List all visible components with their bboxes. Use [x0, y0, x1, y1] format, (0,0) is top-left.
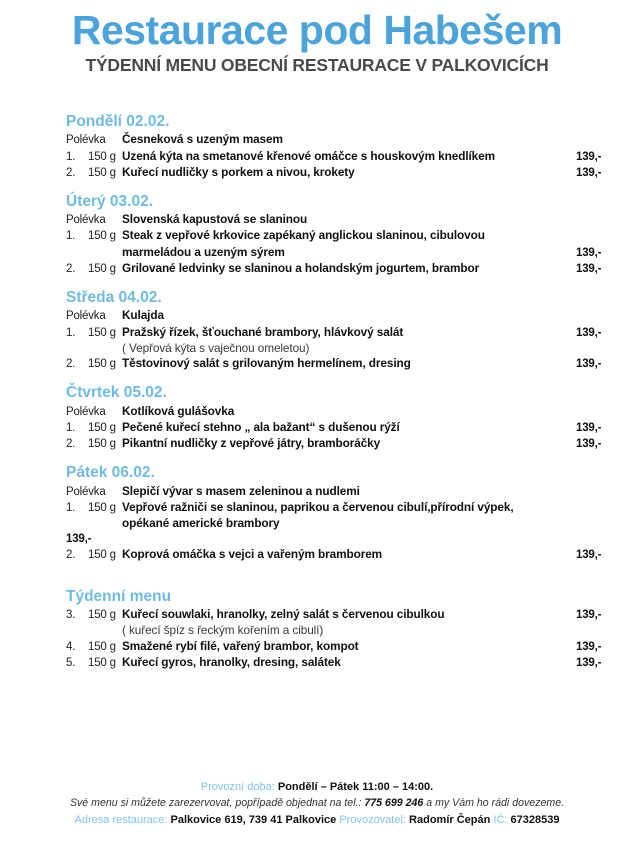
- day-rows: [0, 404, 634, 453]
- item-description: Vepřové ražniči se slaninou, paprikou a červenou cibulí,přírodní výpek,: [122, 499, 514, 514]
- item-index: 1.: [66, 326, 76, 339]
- item-weight: 150 g: [88, 641, 116, 654]
- item-price: 139,-: [576, 150, 602, 163]
- menu-item-row-continuation: [0, 516, 634, 532]
- menu-item-row: [0, 500, 634, 516]
- menu-item-row: [0, 356, 634, 372]
- menu-content: [0, 112, 634, 682]
- item-index: 1.: [66, 501, 76, 514]
- restaurant-title: Restaurace pod Habešem: [71, 7, 563, 53]
- item-weight: 150 g: [88, 501, 116, 514]
- address-value: Palkovice 619, 739 41 Palkovice: [170, 813, 337, 826]
- item-price: 139,-: [576, 326, 602, 339]
- footer-address-line: [0, 812, 634, 829]
- item-weight: 150 g: [88, 326, 116, 339]
- soup-row: [0, 484, 634, 500]
- address-label: Adresa restaurace:: [74, 813, 168, 826]
- item-note: ( Vepřová kýta s vaječnou omeletou): [122, 340, 310, 355]
- item-price: 139,-: [576, 421, 602, 434]
- item-description: Těstovinový salát s grilovaným hermelínem, dresing: [122, 356, 411, 371]
- reservation-phone[interactable]: 775 699 246: [364, 797, 424, 810]
- day-section: [0, 192, 634, 277]
- soup-label: Polévka: [66, 310, 106, 323]
- hours-label: Provozní doba:: [200, 780, 275, 793]
- menu-item-row: [0, 228, 634, 244]
- page-footer: [0, 779, 634, 828]
- item-description: Kuřecí nudličky s porkem a nivou, krokety: [122, 164, 355, 179]
- menu-item-row: [0, 149, 634, 165]
- ic-label: IČ:: [493, 813, 508, 826]
- item-description: Steak z vepřové krkovice zapékaný anglickou slaninou, cibulovou: [122, 228, 485, 243]
- item-description: Kuřecí souwlaki, hranolky, zelný salát s červenou cibulkou: [122, 607, 445, 622]
- item-weight: 150 g: [88, 262, 116, 275]
- item-description: Uzená kýta na smetanové křenové omáčce s houskovým knedlíkem: [122, 148, 495, 163]
- page-header: [0, 0, 634, 76]
- day-sections: [0, 112, 634, 563]
- weekly-menu-section: [0, 587, 634, 671]
- page-subtitle: TÝDENNÍ MENU OBECNÍ RESTAURACE V PALKOVICÍCH: [85, 55, 549, 76]
- item-price: 139,-: [576, 657, 602, 670]
- item-price: 139,-: [576, 438, 602, 451]
- day-title: Středa 04.02.: [66, 288, 162, 306]
- item-note: ( kuřecí špíz s řeckým kořením a cibulí): [122, 623, 324, 638]
- item-weight: 150 g: [88, 150, 116, 163]
- item-index: 1.: [66, 421, 76, 434]
- item-description: Pikantní nudličky z vepřové játry, bramboráčky: [122, 436, 381, 451]
- menu-item-row: [0, 261, 634, 277]
- day-title: Čtvrtek 05.02.: [66, 384, 167, 402]
- soup-description: Slepičí vývar s masem zeleninou a nudlemi: [122, 483, 360, 498]
- footer-reservation-line: [0, 795, 634, 811]
- menu-item-note-row: [0, 623, 634, 639]
- item-description: Pečené kuřecí stehno „ ala bažant“ s dušenou rýží: [122, 419, 400, 434]
- item-weight: 150 g: [88, 230, 116, 243]
- item-weight: 150 g: [88, 657, 116, 670]
- ic-value: 67328539: [510, 813, 560, 826]
- day-section: [0, 463, 634, 563]
- item-index: 1.: [66, 230, 76, 243]
- soup-description: Česneková s uzeným masem: [122, 132, 283, 147]
- footer-hours-line: [0, 779, 634, 796]
- item-weight: 150 g: [88, 421, 116, 434]
- item-description: Grilované ledvinky se slaninou a holandským jogurtem, brambor: [122, 260, 480, 275]
- hours-value: Pondělí – Pátek 11:00 – 14:00: [277, 780, 431, 793]
- item-description: Kuřecí gyros, hranolky, dresing, salátek: [122, 655, 341, 670]
- operator-label: Provozovatel:: [339, 813, 406, 826]
- day-section: [0, 383, 634, 452]
- operator-value: Radomír Čepán: [409, 813, 491, 826]
- soup-label: Polévka: [66, 485, 106, 498]
- item-index: 3.: [66, 609, 76, 622]
- day-title: Úterý 03.02.: [66, 192, 154, 210]
- item-weight: 150 g: [88, 548, 116, 561]
- weekly-menu-rows: [0, 607, 634, 671]
- item-index: 5.: [66, 657, 76, 670]
- item-weight: 150 g: [88, 438, 116, 451]
- soup-label: Polévka: [66, 134, 106, 147]
- item-price: 139,-: [576, 246, 602, 259]
- day-rows: [0, 212, 634, 277]
- soup-row: [0, 404, 634, 420]
- menu-item-row: [0, 436, 634, 452]
- item-index: 4.: [66, 641, 76, 654]
- menu-item-row: [0, 165, 634, 181]
- day-section: [0, 112, 634, 181]
- item-weight: 150 g: [88, 358, 116, 371]
- menu-item-row: [0, 420, 634, 436]
- day-rows: [0, 484, 634, 563]
- item-price: 139,-: [576, 641, 602, 654]
- item-index: 2.: [66, 166, 76, 179]
- reservation-text-pre: Své menu si můžete zarezervovat, popřípadě objednat na tel.:: [69, 797, 362, 810]
- item-price: 139,-: [576, 262, 602, 275]
- soup-description: Slovenská kapustová se slaninou: [122, 212, 308, 227]
- soup-row: [0, 212, 634, 228]
- reservation-text-post: a my Vám ho rádi dovezeme.: [426, 797, 565, 810]
- soup-label: Polévka: [66, 214, 106, 227]
- weekly-menu-title: Týdenní menu: [66, 587, 172, 605]
- item-description-continued: opékané americké brambory: [122, 516, 280, 531]
- menu-item-row-continuation: [0, 245, 634, 261]
- item-description: Pražský řízek, šťouchané brambory, hlávkový salát: [122, 324, 404, 339]
- day-title: Pátek 06.02.: [66, 464, 155, 482]
- item-price: 139,-: [576, 548, 602, 561]
- soup-description: Kulajda: [122, 308, 164, 323]
- hours-suffix: .: [430, 780, 434, 793]
- item-price: 139,-: [576, 166, 602, 179]
- day-title: Pondělí 02.02.: [66, 113, 170, 130]
- menu-item-row: [0, 639, 634, 655]
- soup-row: [0, 308, 634, 324]
- day-section: [0, 288, 634, 372]
- day-rows: [0, 132, 634, 181]
- soup-label: Polévka: [66, 405, 106, 418]
- soup-description: Kotlíková gulášovka: [122, 403, 235, 418]
- item-description-continued: marmeládou a uzeným sýrem: [122, 244, 285, 259]
- item-index: 2.: [66, 548, 76, 561]
- item-index: 1.: [66, 150, 76, 163]
- item-index: 2.: [66, 358, 76, 371]
- item-description: Smažené rybí filé, vařený brambor, kompot: [122, 639, 359, 654]
- item-description: Koprová omáčka s vejci a vařeným bramborem: [122, 546, 383, 561]
- menu-item-row: [0, 325, 634, 341]
- day-rows: [0, 308, 634, 372]
- item-index: 2.: [66, 438, 76, 451]
- item-price-overflow: 139,-: [66, 532, 92, 545]
- item-weight: 150 g: [88, 609, 116, 622]
- menu-item-row: [0, 547, 634, 563]
- item-index: 2.: [66, 262, 76, 275]
- item-weight: 150 g: [88, 166, 116, 179]
- menu-item-note-row: [0, 341, 634, 357]
- soup-row: [0, 132, 634, 148]
- menu-item-row: [0, 607, 634, 623]
- item-price: 139,-: [576, 358, 602, 371]
- item-price: 139,-: [576, 609, 602, 622]
- menu-item-row: [0, 655, 634, 671]
